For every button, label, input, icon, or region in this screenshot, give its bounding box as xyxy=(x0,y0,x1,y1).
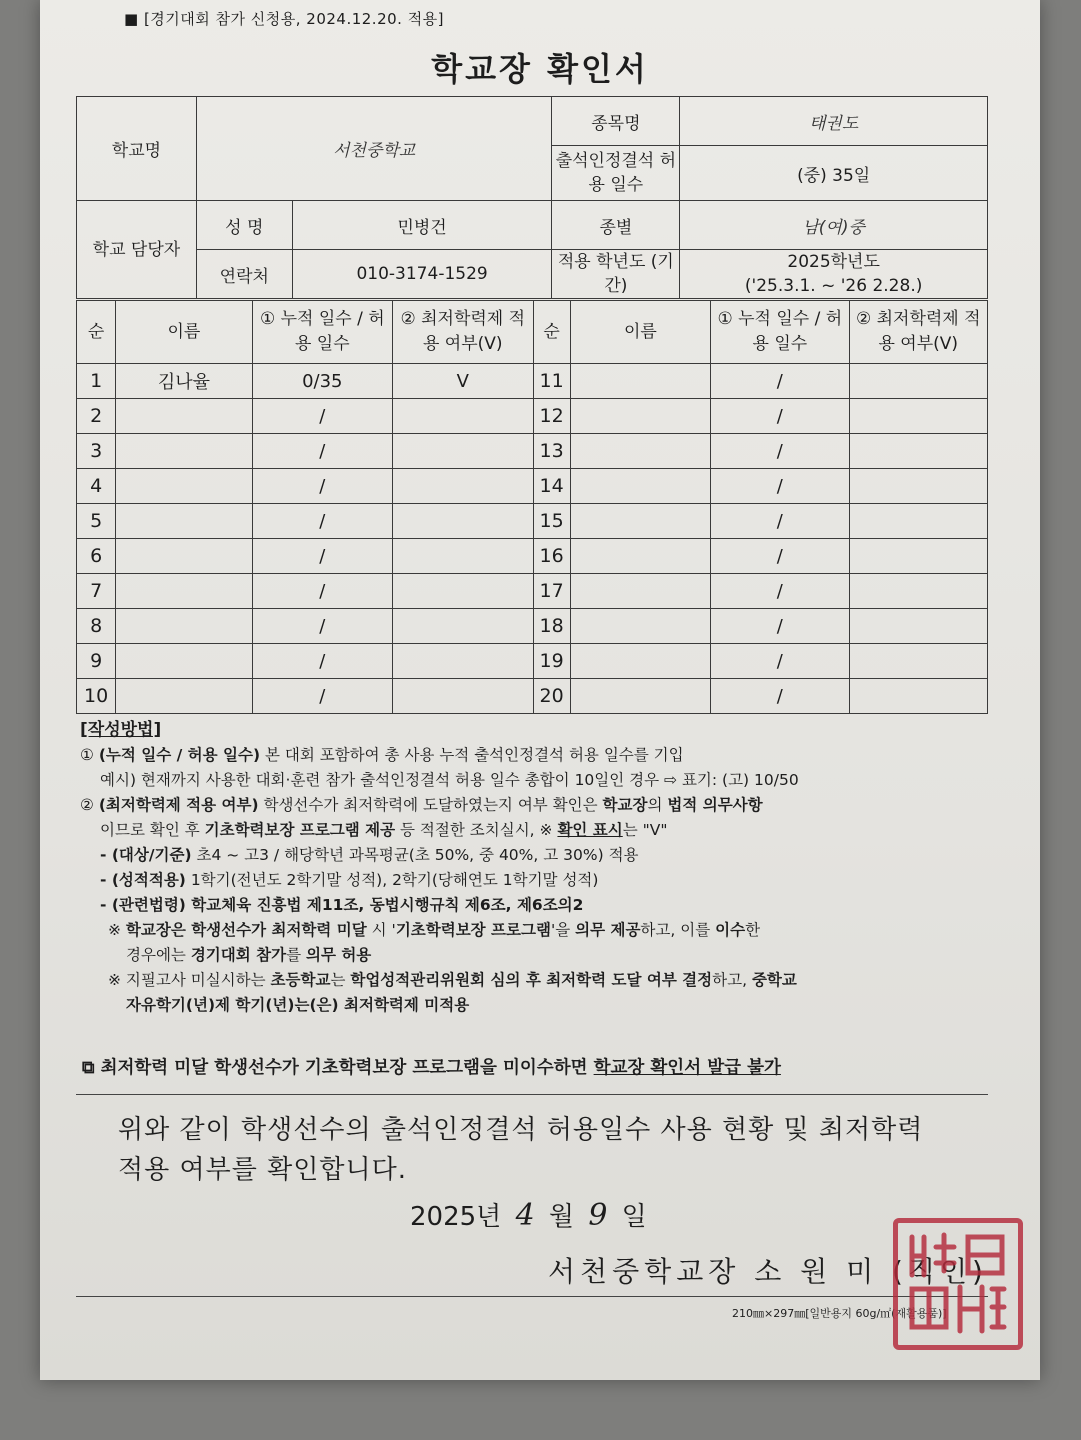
header-name-2: 이름 xyxy=(570,301,710,364)
row-number-2: 11 xyxy=(533,364,570,399)
row-check xyxy=(393,574,533,609)
row-days: 0/35 xyxy=(252,364,392,399)
name-value: 민병건 xyxy=(292,201,552,250)
instruction-item-2: ② (최저학력제 적용 여부) 학생선수가 최저학력에 도달하였는지 여부 확인은 학교장의 법적 의무사항 xyxy=(80,796,763,814)
form-header-note: ■ [경기대회 참가 신청용, 2024.12.20. 적용] xyxy=(124,10,445,28)
row-days-2: / xyxy=(711,679,849,714)
row-check-2 xyxy=(849,364,987,399)
row-number-2: 18 xyxy=(533,609,570,644)
row-check-2 xyxy=(849,609,987,644)
info-table xyxy=(76,96,988,299)
row-check-2 xyxy=(849,679,987,714)
row-number: 2 xyxy=(77,399,116,434)
row-days-2: / xyxy=(711,399,849,434)
table-row xyxy=(77,469,988,504)
instructions-title: [작성방법] xyxy=(80,720,162,740)
gender-value: 남(여)중 xyxy=(680,201,988,250)
instruction-item-2-cont: 이므로 확인 후 기초학력보장 프로그램 제공 등 적절한 조치실시, ※ 확인 표시는 "V" xyxy=(100,821,668,839)
row-number: 9 xyxy=(77,644,116,679)
table-row xyxy=(77,609,988,644)
paper-spec-footnote: 210㎜×297㎜[일반용지 60g/㎡(재활용품)] xyxy=(732,1307,947,1320)
instruction-note-1: ※ 학교장은 학생선수가 최저학력 미달 시 '기초학력보장 프로그램'을 의무 제공하고, 이를 이수한 xyxy=(108,921,761,939)
sport-label: 종목명 xyxy=(552,97,680,146)
row-check-2 xyxy=(849,539,987,574)
sport-value: 태권도 xyxy=(680,97,988,146)
row-name xyxy=(116,434,252,469)
table-row xyxy=(77,539,988,574)
row-number: 6 xyxy=(77,539,116,574)
header-no-2: 순 xyxy=(533,301,570,364)
table-row xyxy=(77,504,988,539)
row-number: 1 xyxy=(77,364,116,399)
row-name xyxy=(116,469,252,504)
official-seal-icon xyxy=(893,1218,1023,1350)
divider-bottom xyxy=(76,1296,988,1297)
header-name: 이름 xyxy=(116,301,252,364)
instruction-target: - (대상/기준) 초4 ~ 고3 / 해당학년 과목평균(초 50%, 중 40%, 고 30%) 적용 xyxy=(100,846,639,864)
instruction-note-2: ※ 지필고사 미실시하는 초등학교는 학업성적관리위원회 심의 후 최저학력 도달 여부 결정하고, 중학교 xyxy=(108,971,797,989)
row-days-2: / xyxy=(711,644,849,679)
row-number: 8 xyxy=(77,609,116,644)
notice-line: ⧉ 최저학력 미달 학생선수가 기초학력보장 프로그램을 미이수하면 학교장 확인서 발급 불가 xyxy=(82,1058,781,1078)
row-check-2 xyxy=(849,644,987,679)
contact-value: 010-3174-1529 xyxy=(292,250,552,299)
instruction-note-1-cont: 경우에는 경기대회 참가를 의무 허용 xyxy=(126,946,372,964)
seal-graphic xyxy=(898,1223,1018,1345)
row-days-2: / xyxy=(711,539,849,574)
instruction-example: 예시) 현재까지 사용한 대회·훈련 참가 출석인정결석 허용 일수 총합이 10일인 경우 ⇨ 표기: (고) 10/50 xyxy=(100,771,799,789)
row-check xyxy=(393,469,533,504)
instruction-law: - (관련법령) 학교체육 진흥법 제11조, 동법시행규칙 제6조, 제6조의2 xyxy=(100,896,584,914)
table-row xyxy=(77,644,988,679)
row-name xyxy=(116,399,252,434)
row-name-2 xyxy=(570,469,710,504)
table-row xyxy=(77,434,988,469)
row-number-2: 16 xyxy=(533,539,570,574)
row-check: V xyxy=(393,364,533,399)
row-days: / xyxy=(252,539,392,574)
table-row xyxy=(77,399,988,434)
row-check-2 xyxy=(849,399,987,434)
row-name-2 xyxy=(570,504,710,539)
row-days-2: / xyxy=(711,574,849,609)
row-days: / xyxy=(252,399,392,434)
principal-signature: 서천중학교장 소 원 미 (직인) xyxy=(548,1255,988,1288)
row-days: / xyxy=(252,574,392,609)
row-number: 7 xyxy=(77,574,116,609)
row-days: / xyxy=(252,504,392,539)
row-check-2 xyxy=(849,469,987,504)
row-name xyxy=(116,644,252,679)
row-check-2 xyxy=(849,434,987,469)
row-name-2 xyxy=(570,539,710,574)
row-name xyxy=(116,504,252,539)
row-name xyxy=(116,679,252,714)
table-row xyxy=(77,679,988,714)
row-days: / xyxy=(252,644,392,679)
row-number-2: 13 xyxy=(533,434,570,469)
row-name-2 xyxy=(570,644,710,679)
row-name-2 xyxy=(570,364,710,399)
row-check xyxy=(393,609,533,644)
signing-date: 2025년 4 월 9 일 xyxy=(410,1198,647,1233)
row-name-2 xyxy=(570,434,710,469)
year-cell xyxy=(680,250,988,299)
row-check xyxy=(393,504,533,539)
header-days-2: ① 누적 일수 / 허용 일수 xyxy=(711,301,849,364)
athlete-table xyxy=(76,300,988,714)
school-label: 학교명 xyxy=(77,97,197,201)
instruction-item-1: ① (누적 일수 / 허용 일수) 본 대회 포함하여 총 사용 누적 출석인정결석 허용 일수를 기입 xyxy=(80,746,684,764)
contact-label: 연락처 xyxy=(196,250,292,299)
divider xyxy=(76,1094,988,1095)
table-row xyxy=(77,364,988,399)
row-number-2: 14 xyxy=(533,469,570,504)
school-value: 서천중학교 xyxy=(196,97,552,201)
row-number-2: 17 xyxy=(533,574,570,609)
header-check: ② 최저학력제 적용 여부(V) xyxy=(393,301,533,364)
row-days-2: / xyxy=(711,434,849,469)
row-number-2: 19 xyxy=(533,644,570,679)
header-no: 순 xyxy=(77,301,116,364)
absence-value: (중) 35일 xyxy=(680,146,988,201)
row-days-2: / xyxy=(711,469,849,504)
row-name: 김나율 xyxy=(116,364,252,399)
year-value: 2025학년도 xyxy=(787,252,880,272)
row-check-2 xyxy=(849,504,987,539)
instructions-section xyxy=(80,718,1000,1018)
header-check-2: ② 최저학력제 적용 여부(V) xyxy=(849,301,987,364)
row-number: 3 xyxy=(77,434,116,469)
row-days: / xyxy=(252,609,392,644)
instruction-grade: - (성적적용) 1학기(전년도 2학기말 성적), 2학기(당해연도 1학기말 성적) xyxy=(100,871,599,889)
row-name-2 xyxy=(570,574,710,609)
row-number-2: 20 xyxy=(533,679,570,714)
row-name xyxy=(116,539,252,574)
header-days: ① 누적 일수 / 허용 일수 xyxy=(252,301,392,364)
row-number-2: 12 xyxy=(533,399,570,434)
gender-label: 종별 xyxy=(552,201,680,250)
row-name-2 xyxy=(570,609,710,644)
absence-label: 출석인정결석 허용 일수 xyxy=(552,146,680,201)
row-days: / xyxy=(252,434,392,469)
table-row xyxy=(77,574,988,609)
confirmation-text: 위와 같이 학생선수의 출석인정결석 허용일수 사용 현황 및 최저학력 적용 여부를 확인합니다. xyxy=(118,1115,924,1185)
row-name-2 xyxy=(570,399,710,434)
name-label: 성 명 xyxy=(196,201,292,250)
period-value: ('25.3.1. ~ '26 2.28.) xyxy=(744,276,923,296)
row-check xyxy=(393,539,533,574)
row-check xyxy=(393,399,533,434)
row-number: 4 xyxy=(77,469,116,504)
row-name-2 xyxy=(570,679,710,714)
row-days-2: / xyxy=(711,504,849,539)
row-days-2: / xyxy=(711,364,849,399)
row-check xyxy=(393,679,533,714)
year-label: 적용 학년도 (기간) xyxy=(552,250,680,299)
row-number: 10 xyxy=(77,679,116,714)
row-name xyxy=(116,609,252,644)
row-check xyxy=(393,434,533,469)
row-days: / xyxy=(252,679,392,714)
row-check-2 xyxy=(849,574,987,609)
row-check xyxy=(393,644,533,679)
instruction-note-2-cont: 자유학기(년)제 학기(년)는(은) 최저학력제 미적용 xyxy=(126,996,470,1014)
row-number-2: 15 xyxy=(533,504,570,539)
row-name xyxy=(116,574,252,609)
row-days: / xyxy=(252,469,392,504)
document-title: 학교장 확인서 xyxy=(431,50,649,88)
manager-label: 학교 담당자 xyxy=(77,201,197,299)
row-number: 5 xyxy=(77,504,116,539)
row-days-2: / xyxy=(711,609,849,644)
